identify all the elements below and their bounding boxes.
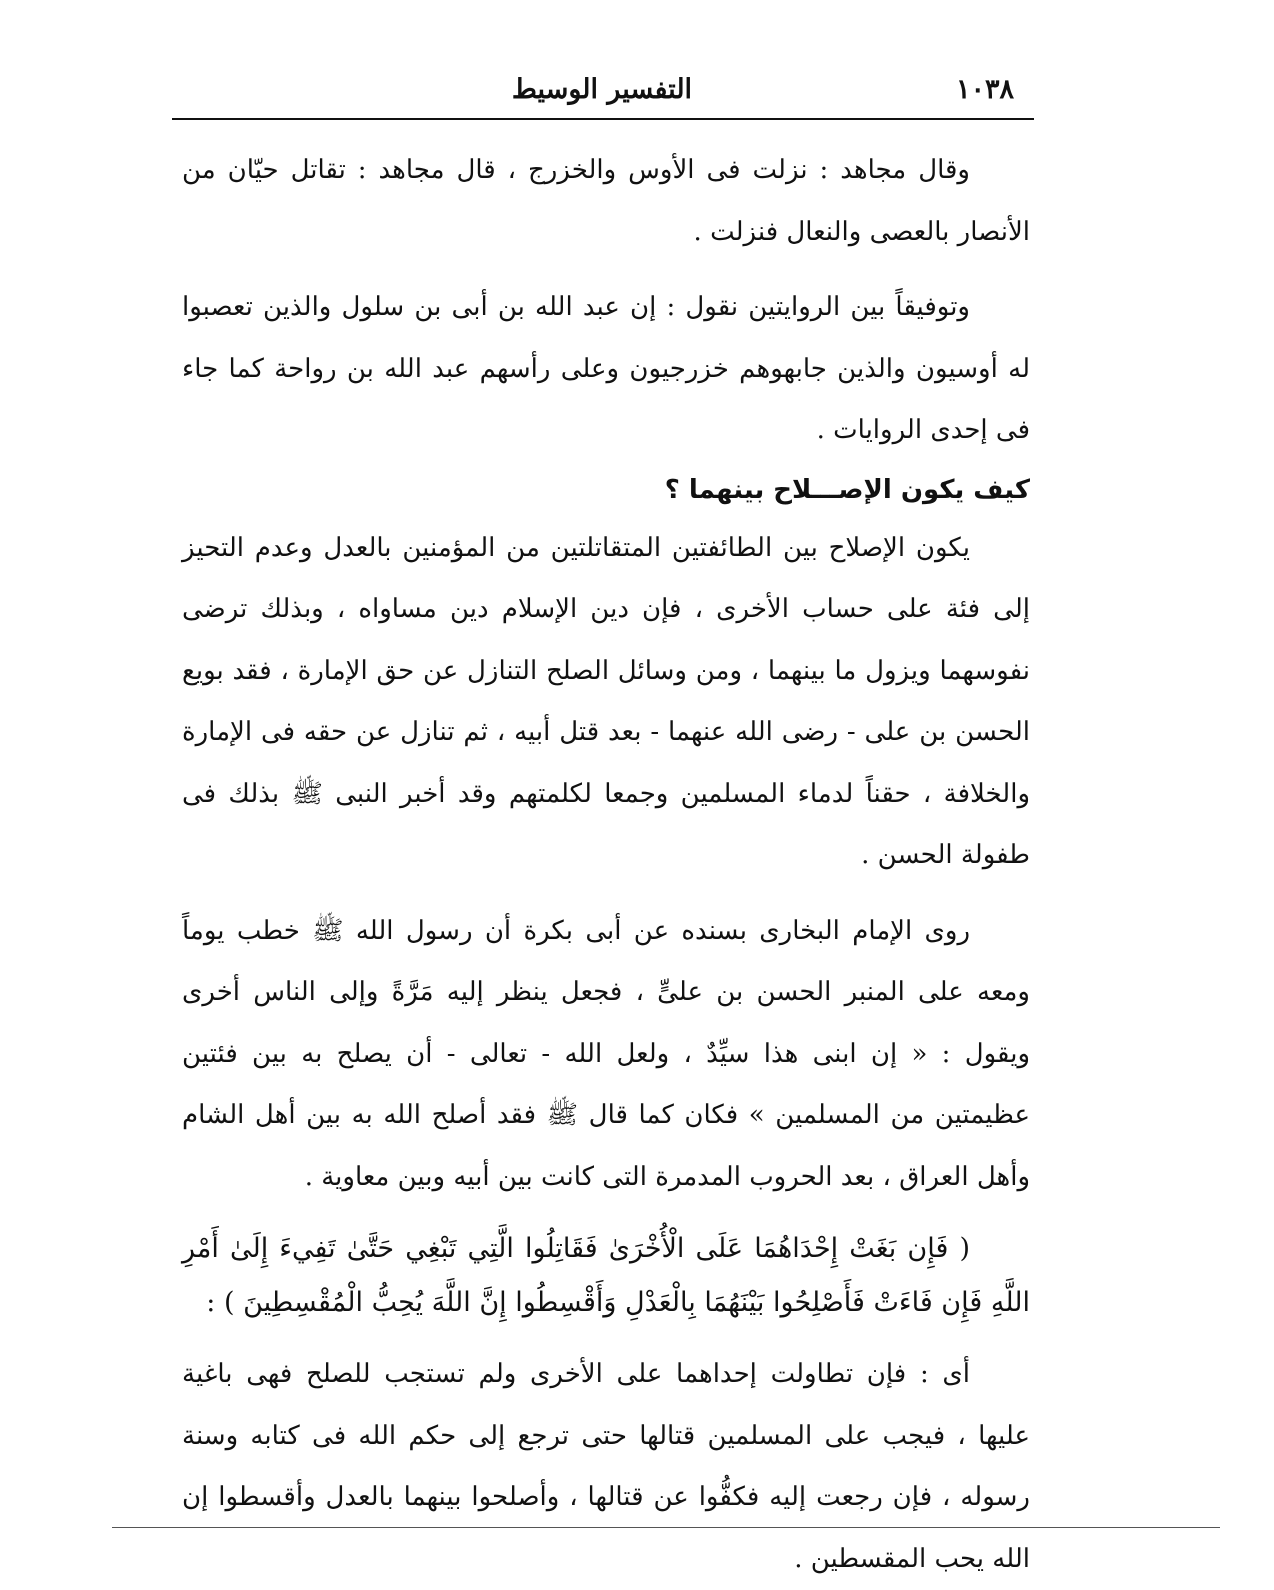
paragraph-explanation: أى : فإن تطاولت إحداهما على الأخرى ولم تستجب للصلح فهى باغية عليها ، فيجب على المسلمين قتالها حتى ترجع إلى حكم الله فى كتابه وسنة رسوله ، فإن رجعت إليه فكفُّوا عن قتالها ، وأصلحوا بينهما بالعدل وأقسطوا إن الله يحب المقسطين . [182,1359,1030,1574]
paragraph-mujahid: وقال مجاهد : نزلت فى الأوس والخزرج ، قال مجاهد : تقاتل حيّان من الأنصار بالعصى والنعال فنزلت . [182,155,1030,247]
paragraph-reconciliation: وتوفيقاً بين الروايتين نقول : إن عبد الله بن أبى بن سلول والذين تعصبوا له أوسيون والذين جابهوهم خزرجيون وعلى رأسهم عبد الله بن رواحة كما جاء فى إحدى الروايات . [182,292,1030,445]
header-divider [172,118,1034,120]
page-body [182,140,1030,1590]
paragraph-bukhari: روى الإمام البخارى بسنده عن أبى بكرة أن رسول الله ﷺ خطب يوماً ومعه على المنبر الحسن بن علىٍّ ، فجعل ينظر إليه مَرَّةً وإلى الناس أخرى ويقول : « إن ابنى هذا سيِّدٌ ، ولعل الله - تعالى - أن يصلح به بين فئتين عظيمتين من المسلمين » فكان كما قال ﷺ فقد أصلح الله به بين أهل الشام وأهل العراق ، بعد الحروب المدمرة التى كانت بين أبيه وبين معاوية . [182,915,1030,1192]
page-header [172,68,1032,116]
paragraph-islah: يكون الإصلاح بين الطائفتين المتقاتلتين من المؤمنين بالعدل وعدم التحيز إلى فئة على حساب الأخرى ، فإن دين الإسلام دين مساواه ، وبذلك ترضى نفوسهما ويزول ما بينهما ، ومن وسائل الصلح التنازل عن حق الإمارة ، فقد بويع الحسن بن على - رضى الله عنهما - بعد قتل أبيه ، ثم تنازل عن حقه فى الإمارة والخلافة ، حقناً لدماء المسلمين وجمعا لكلمتهم وقد أخبر النبى ﷺ بذلك فى طفولة الحسن . [182,532,1030,870]
book-title: التفسير الوسيط [511,74,693,105]
page-number: ١٠٣٨ [955,74,1014,105]
section-heading: كيف يكون الإصـــلاح بينهما ؟ [664,474,1030,505]
footer-divider [112,1527,1220,1528]
quran-verse: ( فَإِن بَغَتْ إِحْدَاهُمَا عَلَى الْأُخْرَىٰ فَقَاتِلُوا الَّتِي تَبْغِي حَتَّىٰ تَفِيءَ إِلَىٰ أَمْرِ اللَّهِ فَإِن فَاءَتْ فَأَصْلِحُوا بَيْنَهُمَا بِالْعَدْلِ وَأَقْسِطُوا إِنَّ اللَّهَ يُحِبُّ الْمُقْسِطِينَ ) : [182,1233,1030,1318]
